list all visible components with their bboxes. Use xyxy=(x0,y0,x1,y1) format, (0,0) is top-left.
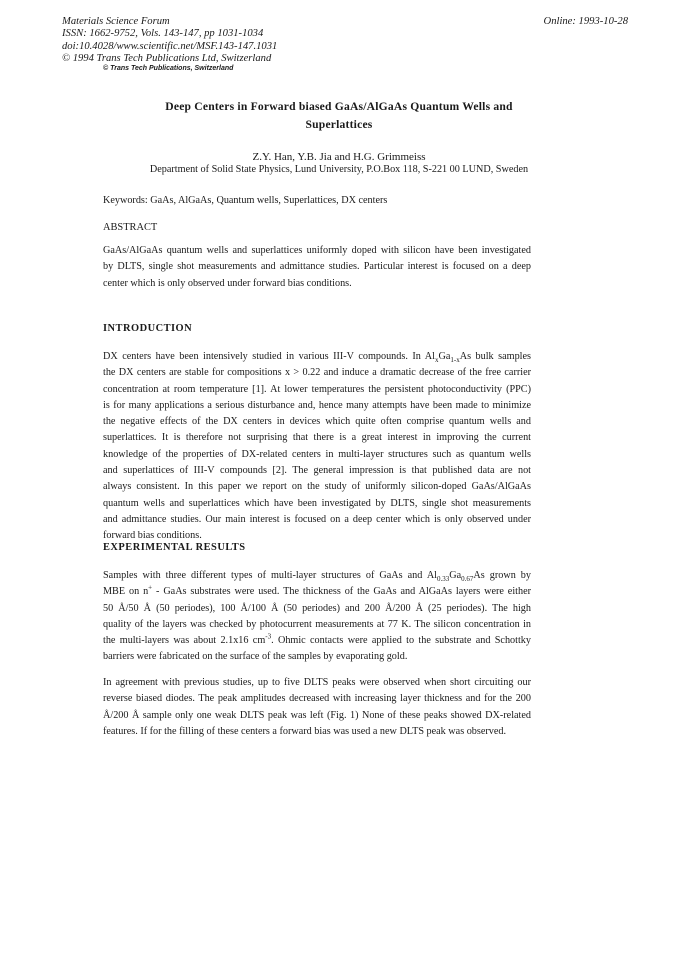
results-text: . Ohmic contacts were applied to the substrate and Schottky xyxy=(271,635,531,647)
results-line xyxy=(103,584,531,600)
intro-text: Ga xyxy=(438,351,451,362)
subscript: x xyxy=(434,356,439,365)
publisher-note: © Trans Tech Publications, Switzerland xyxy=(103,65,234,72)
abstract-heading: ABSTRACT xyxy=(103,222,158,233)
intro-line: quantum wells and superlattices which have been investigated by DLTS, single shot measurements xyxy=(103,497,531,509)
intro-line xyxy=(103,349,531,365)
intro-line: the DX centers are stable for compositions x > 0.22 and induce a dramatic decrease of the free carrier xyxy=(103,367,531,379)
results-line xyxy=(103,633,531,649)
affiliation: Department of Solid State Physics, Lund University, P.O.Box 118, S-221 00 LUND, Sweden xyxy=(149,164,529,175)
results-line: In agreement with previous studies, up to five DLTS peaks were observed when short circuiting our xyxy=(103,677,531,688)
results-paragraph-2 xyxy=(103,675,531,740)
results-line xyxy=(103,568,531,584)
intro-line: always consistent. In this paper we report on the study of uniformly silicon-doped GaAs/AlGaAs xyxy=(103,481,531,493)
abstract-line: by DLTS, single shot measurements and admittance studies. Particular interest is focused on a deep xyxy=(103,261,531,273)
results-line: Å/200 Å sample only one weak DLTS peak was left (Fig. 1) None of these peaks showed DX-related xyxy=(103,709,531,721)
results-text: As grown by xyxy=(473,570,531,581)
online-date: Online: 1993-10-28 xyxy=(543,16,628,27)
results-line: quality of the layers was checked by photocurrent measurements at 77 K. The silicon concentration in xyxy=(103,618,531,630)
results-heading: EXPERIMENTAL RESULTS xyxy=(103,542,246,553)
abstract-line: center which is only observed under forward bias conditions. xyxy=(103,277,352,289)
citation-header xyxy=(62,16,277,66)
superscript: + xyxy=(148,584,153,592)
paper-title xyxy=(103,98,575,134)
intro-line: knowledge of the properties of DX-related centers in multi-layer structures such as quantum wells xyxy=(103,448,531,460)
results-text: - GaAs substrates were used. The thickness of the GaAs and AlGaAs layers were either xyxy=(152,586,531,598)
results-line: 50 Å/50 Å (50 periodes), 100 Å/100 Å (50 periodes) and 200 Å/200 Å (25 periodes). The high xyxy=(103,602,531,614)
intro-line: the negative effects of the DX centers in devices which quite often comprise quantum wells and xyxy=(103,416,531,428)
subscript: 1-x xyxy=(450,356,460,365)
results-paragraph-1 xyxy=(103,568,531,666)
intro-line: forward bias conditions. xyxy=(103,530,202,542)
subscript: 0.33 xyxy=(437,575,450,584)
superscript: -3 xyxy=(265,633,272,641)
abstract-line: GaAs/AlGaAs quantum wells and superlattices uniformly doped with silicon have been investigated xyxy=(103,245,531,256)
introduction-heading: INTRODUCTION xyxy=(103,323,193,334)
keywords: Keywords: GaAs, AlGaAs, Quantum wells, Superlattices, DX centers xyxy=(103,195,388,206)
issn-line: ISSN: 1662-9752, Vols. 143-147, pp 1031-1034 xyxy=(62,28,264,40)
copyright-line: © 1994 Trans Tech Publications Ltd, Switzerland xyxy=(62,53,272,65)
results-line: barriers were fabricated on the surface of the samples by evaporating gold. xyxy=(103,651,408,663)
introduction-body xyxy=(103,349,531,545)
intro-text: DX centers have been intensively studied in various III-V compounds. In Al xyxy=(103,351,435,362)
results-text: Samples with three different types of multi-layer structures of GaAs and Al xyxy=(103,570,438,581)
intro-text: As bulk samples xyxy=(459,351,531,362)
intro-line: and superlattices of III-V compounds [2]. The general impression is that published data are not xyxy=(103,465,531,477)
results-text: Ga xyxy=(449,570,462,581)
results-line: features. If for the filling of these centers a forward bias was used a new DLTS peak was observed. xyxy=(103,725,507,737)
intro-line: and admittance studies. Our main interest is focused on a deep center which is only observed under xyxy=(103,513,531,525)
title-line-1: Deep Centers in Forward biased GaAs/AlGaAs Quantum Wells and xyxy=(165,100,513,113)
intro-line: is for many applications a serious disturbance and, hence many attempts have been made to minimize xyxy=(103,399,531,411)
results-text: MBE on n xyxy=(103,586,149,598)
results-text: the multi-layers was about 2.1x16 cm xyxy=(103,635,266,647)
doi-line: doi:10.4028/www.scientific.net/MSF.143-147.1031 xyxy=(62,40,278,52)
intro-line: superlattices. It is therefore not surprising that there is a great interest in improving the current xyxy=(103,432,531,444)
results-line: reverse biased diodes. The peak amplitudes decreased with increasing layer thickness and for the 200 xyxy=(103,693,531,705)
subscript: 0.67 xyxy=(461,575,474,584)
journal-name: Materials Science Forum xyxy=(62,16,170,27)
abstract-body xyxy=(103,243,531,292)
title-line-2: Superlattices xyxy=(305,118,373,131)
intro-line: concentration at room temperature [1]. At lower temperatures the persistent photoconductivity (PPC) xyxy=(103,383,531,395)
authors: Z.Y. Han, Y.B. Jia and H.G. Grimmeiss xyxy=(252,151,426,163)
